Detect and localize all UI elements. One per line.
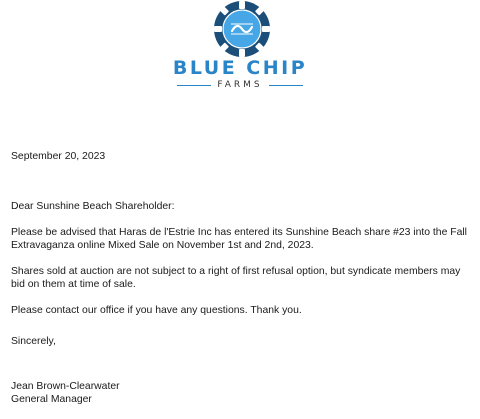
brand-divider-left bbox=[177, 85, 211, 86]
signer-title: General Manager bbox=[11, 394, 92, 405]
signer-name: Jean Brown-Clearwater bbox=[11, 381, 120, 392]
company-logo bbox=[0, 0, 480, 100]
brand-divider-right bbox=[269, 85, 303, 86]
brand-sub: FARMS bbox=[217, 80, 263, 90]
brand-name: BLUE CHIP bbox=[172, 57, 308, 79]
letter-paragraph-1: Please be advised that Haras de l'Estrie Inc has entered its Sunshine Beach share #23 into the Fall Extravaganza online Mixed Sale on November 1st and 2nd, 2023. bbox=[11, 227, 467, 251]
letter-body bbox=[11, 150, 476, 406]
poker-chip-logo-icon bbox=[213, 0, 271, 58]
letter-paragraph-2: Shares sold at auction are not subject to a right of first refusal option, but syndicate members may bid on them at time of sale. bbox=[11, 266, 461, 290]
letter-salutation: Dear Sunshine Beach Shareholder: bbox=[11, 201, 175, 212]
brand-sub-row bbox=[0, 80, 480, 90]
letter-date: September 20, 2023 bbox=[11, 151, 106, 162]
letter-closing: Sincerely, bbox=[11, 336, 56, 347]
letter-paragraph-3: Please contact our office if you have any questions. Thank you. bbox=[11, 305, 302, 316]
